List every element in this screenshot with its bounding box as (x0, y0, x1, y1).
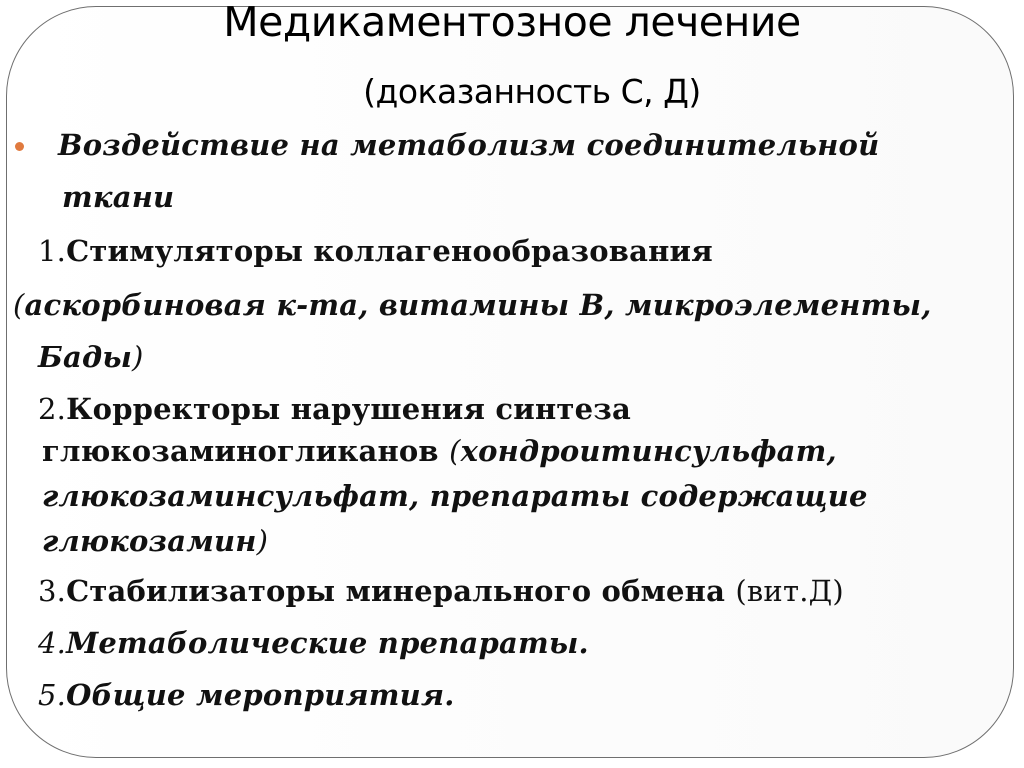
list-item-1 (38, 234, 713, 268)
list-item-2-detail-3 (42, 524, 268, 558)
list-item-2-detail-2: глюкозаминсульфат, препараты содержащие (42, 479, 868, 513)
item-2-title-2: глюкозаминогликанов (42, 434, 450, 468)
item-4-number: 4. (38, 626, 67, 660)
item-3-title: Стабилизаторы минерального обмена (66, 574, 736, 608)
bullet-text-line1: Воздействие на метаболизм соединительной (58, 128, 880, 162)
bullet-text-line2: ткани (62, 180, 175, 214)
item-1-number: 1. (38, 234, 67, 268)
item-5-number: 5. (38, 678, 67, 712)
item-2-number: 2. (38, 392, 67, 426)
list-item-5 (38, 678, 455, 712)
item-3-detail: (вит.Д) (735, 574, 844, 608)
item-1-close-paren: ) (132, 340, 144, 374)
item-2-close-paren: ) (256, 524, 269, 558)
list-item-4 (38, 626, 589, 660)
item-1-open-paren: ( (13, 288, 25, 322)
list-item-2-cont (42, 434, 837, 468)
item-1-detail: аскорбиновая к-та, витамины В, микроэлементы, (24, 288, 932, 322)
list-item-3 (38, 574, 844, 608)
item-1-title: Стимуляторы коллагенообразования (66, 234, 713, 268)
item-1-detail-2: Бады (38, 340, 133, 374)
item-3-number: 3. (38, 574, 67, 608)
item-2-detail: хондроитинсульфат, (460, 434, 837, 468)
item-5-title: Общие мероприятия. (66, 678, 455, 712)
item-2-open-paren: ( (449, 434, 461, 468)
list-item-2 (38, 392, 631, 426)
bullet-dot-icon (15, 142, 24, 151)
slide-title: Медикаментозное лечение (223, 0, 801, 46)
slide-subtitle: (доказанность С, Д) (363, 72, 701, 111)
list-item-1-detail (13, 288, 932, 322)
list-item-1-detail-cont (38, 340, 144, 374)
item-2-title: Корректоры нарушения синтеза (66, 392, 631, 426)
item-4-title: Метаболические препараты. (66, 626, 589, 660)
item-2-detail-3: глюкозамин (42, 524, 257, 558)
